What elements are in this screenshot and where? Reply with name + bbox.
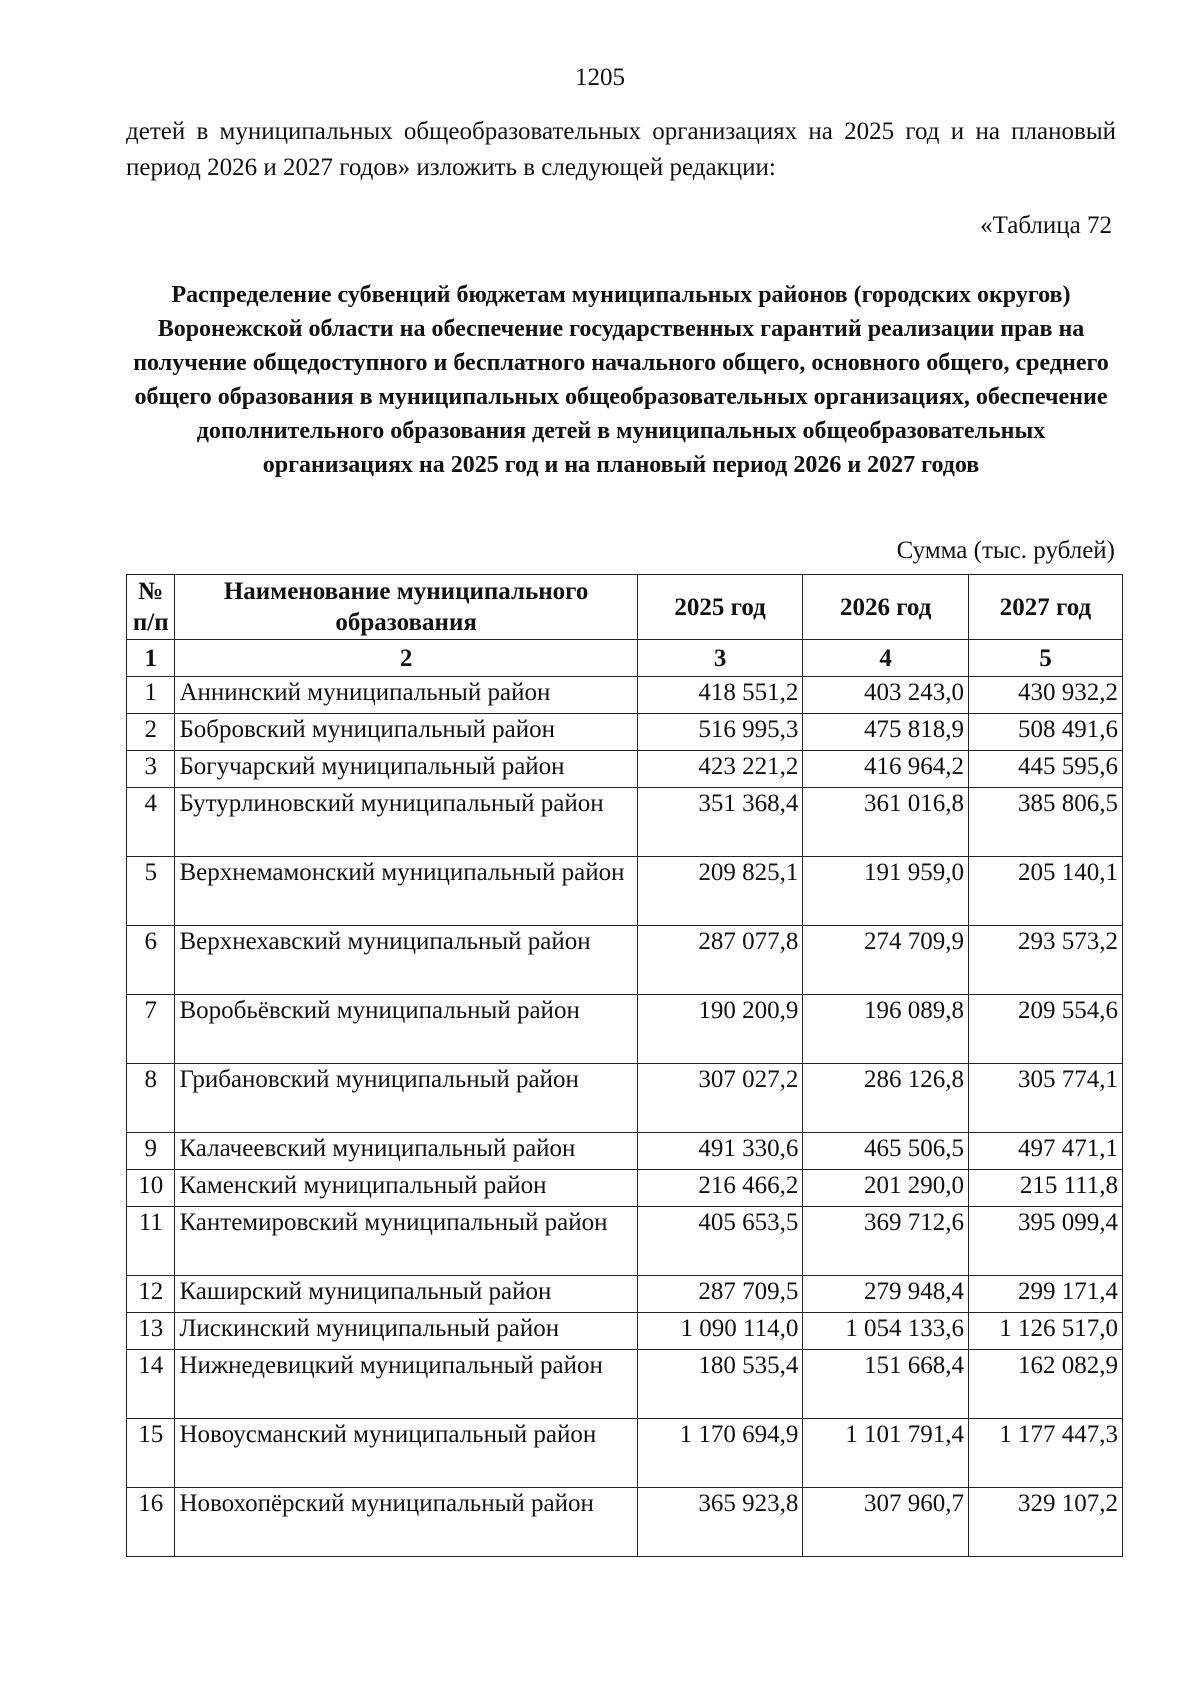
row-number: 13 [127, 1313, 175, 1350]
table-row [127, 1133, 1123, 1170]
row-number: 7 [127, 995, 175, 1064]
value-2026: 196 089,8 [803, 995, 969, 1064]
value-2025: 216 466,2 [637, 1170, 803, 1207]
value-2027: 329 107,2 [968, 1488, 1122, 1557]
value-2026: 274 709,9 [803, 926, 969, 995]
value-2025: 1 090 114,0 [637, 1313, 803, 1350]
municipality-name: Верхнемамонский муниципальный район [175, 857, 637, 926]
value-2027: 215 111,8 [968, 1170, 1122, 1207]
row-number: 15 [127, 1419, 175, 1488]
value-2025: 365 923,8 [637, 1488, 803, 1557]
value-2027: 299 171,4 [968, 1276, 1122, 1313]
row-number: 9 [127, 1133, 175, 1170]
value-2025: 287 709,5 [637, 1276, 803, 1313]
value-2027: 293 573,2 [968, 926, 1122, 995]
row-number: 11 [127, 1207, 175, 1276]
municipality-name: Лискинский муниципальный район [175, 1313, 637, 1350]
value-2026: 279 948,4 [803, 1276, 969, 1313]
value-2026: 369 712,6 [803, 1207, 969, 1276]
table-row [127, 1276, 1123, 1313]
row-number: 8 [127, 1064, 175, 1133]
value-2027: 205 140,1 [968, 857, 1122, 926]
index-cell: 3 [637, 640, 803, 677]
header-2027: 2027 год [968, 575, 1122, 640]
value-2026: 416 964,2 [803, 751, 969, 788]
header-2026: 2026 год [803, 575, 969, 640]
value-2027: 497 471,1 [968, 1133, 1122, 1170]
subvention-table [126, 574, 1123, 1557]
value-2027: 445 595,6 [968, 751, 1122, 788]
index-cell: 4 [803, 640, 969, 677]
document-title: Распределение субвенций бюджетам муниципальных районов (городских округов) Воронежской области на обеспечение государственных гарантий реализации прав на получение общедоступного и бесплатного начального общего, основного общего, среднего общего образования в муниципальных общеобразовательных организациях, обеспечение дополнительного образования детей в муниципальных общеобразовательных организациях на 2025 год и на плановый период 2026 и 2027 годов [133, 282, 1109, 478]
value-2026: 151 668,4 [803, 1350, 969, 1419]
value-2027: 430 932,2 [968, 677, 1122, 714]
value-2025: 491 330,6 [637, 1133, 803, 1170]
municipality-name: Новоусманский муниципальный район [175, 1419, 637, 1488]
table-row [127, 1350, 1123, 1419]
table-row [127, 995, 1123, 1064]
value-2026: 403 243,0 [803, 677, 969, 714]
municipality-name: Богучарский муниципальный район [175, 751, 637, 788]
municipality-name: Калачеевский муниципальный район [175, 1133, 637, 1170]
intro-paragraph: детей в муниципальных общеобразовательных организациях на 2025 год и на плановый период 2026 и 2027 годов» изложить в следующей редакции: [126, 118, 1116, 181]
page-number: 1205 [575, 64, 625, 91]
value-2025: 516 995,3 [637, 714, 803, 751]
table-row [127, 1488, 1123, 1557]
table-label: «Таблица 72 [980, 212, 1112, 239]
municipality-name: Грибановский муниципальный район [175, 1064, 637, 1133]
row-number: 14 [127, 1350, 175, 1419]
table-row [127, 714, 1123, 751]
value-2026: 191 959,0 [803, 857, 969, 926]
header-2025: 2025 год [637, 575, 803, 640]
table-row [127, 1207, 1123, 1276]
value-2027: 508 491,6 [968, 714, 1122, 751]
row-number: 4 [127, 788, 175, 857]
value-2026: 361 016,8 [803, 788, 969, 857]
table-row [127, 1313, 1123, 1350]
value-2025: 423 221,2 [637, 751, 803, 788]
row-number: 1 [127, 677, 175, 714]
value-2027: 395 099,4 [968, 1207, 1122, 1276]
municipality-name: Бутурлиновский муниципальный район [175, 788, 637, 857]
row-number: 3 [127, 751, 175, 788]
value-2027: 385 806,5 [968, 788, 1122, 857]
row-number: 10 [127, 1170, 175, 1207]
value-2025: 209 825,1 [637, 857, 803, 926]
value-2027: 209 554,6 [968, 995, 1122, 1064]
row-number: 12 [127, 1276, 175, 1313]
value-2025: 190 200,9 [637, 995, 803, 1064]
value-2026: 201 290,0 [803, 1170, 969, 1207]
value-2026: 1 101 791,4 [803, 1419, 969, 1488]
table-row [127, 857, 1123, 926]
value-2025: 405 653,5 [637, 1207, 803, 1276]
municipality-name: Бобровский муниципальный район [175, 714, 637, 751]
value-2027: 162 082,9 [968, 1350, 1122, 1419]
header-name: Наименование муниципального образования [175, 575, 637, 640]
value-2027: 305 774,1 [968, 1064, 1122, 1133]
municipality-name: Новохопёрский муниципальный район [175, 1488, 637, 1557]
value-2025: 418 551,2 [637, 677, 803, 714]
table-row [127, 677, 1123, 714]
table-row [127, 751, 1123, 788]
table-row [127, 926, 1123, 995]
value-2026: 307 960,7 [803, 1488, 969, 1557]
index-cell: 1 [127, 640, 175, 677]
value-2026: 465 506,5 [803, 1133, 969, 1170]
municipality-name: Воробьёвский муниципальный район [175, 995, 637, 1064]
table-header-row [127, 575, 1123, 640]
value-2025: 180 535,4 [637, 1350, 803, 1419]
units-caption: Сумма (тыс. рублей) [896, 537, 1115, 564]
row-number: 2 [127, 714, 175, 751]
value-2026: 1 054 133,6 [803, 1313, 969, 1350]
table-row [127, 1419, 1123, 1488]
municipality-name: Нижнедевицкий муниципальный район [175, 1350, 637, 1419]
header-num: № п/п [127, 575, 175, 640]
value-2025: 1 170 694,9 [637, 1419, 803, 1488]
table-body [127, 677, 1123, 1557]
value-2027: 1 126 517,0 [968, 1313, 1122, 1350]
row-number: 16 [127, 1488, 175, 1557]
municipality-name: Верхнехавский муниципальный район [175, 926, 637, 995]
table-row [127, 788, 1123, 857]
table-row [127, 1170, 1123, 1207]
column-index-row [127, 640, 1123, 677]
value-2027: 1 177 447,3 [968, 1419, 1122, 1488]
value-2025: 351 368,4 [637, 788, 803, 857]
municipality-name: Каширский муниципальный район [175, 1276, 637, 1313]
municipality-name: Каменский муниципальный район [175, 1170, 637, 1207]
row-number: 6 [127, 926, 175, 995]
table-row [127, 1064, 1123, 1133]
value-2025: 307 027,2 [637, 1064, 803, 1133]
value-2026: 286 126,8 [803, 1064, 969, 1133]
municipality-name: Кантемировский муниципальный район [175, 1207, 637, 1276]
municipality-name: Аннинский муниципальный район [175, 677, 637, 714]
value-2026: 475 818,9 [803, 714, 969, 751]
row-number: 5 [127, 857, 175, 926]
index-cell: 5 [968, 640, 1122, 677]
index-cell: 2 [175, 640, 637, 677]
value-2025: 287 077,8 [637, 926, 803, 995]
